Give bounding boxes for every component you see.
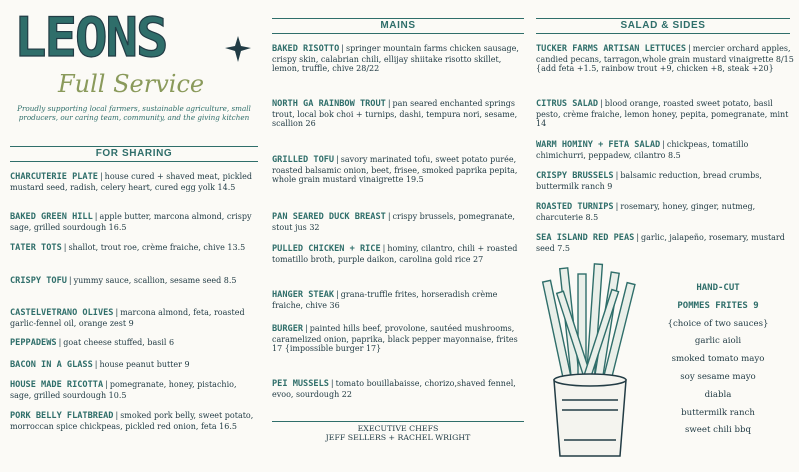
sauce-item: smoked tomato mayo xyxy=(671,354,765,365)
executive-chefs xyxy=(272,421,524,442)
section-for-sharing: FOR SHARING xyxy=(10,146,258,162)
logo-text: LEONS xyxy=(14,6,167,69)
logo-subtitle: Full Service xyxy=(58,70,205,98)
tagline: Proudly supporting local farmers, sustainable agriculture, small producers, our caring team, community, and the giving kitchen xyxy=(17,104,251,122)
brand-logo xyxy=(6,6,256,102)
menu-item: CITRUS SALAD | blood orange, roasted sweet potato, basil pesto, crème fraiche, lemon honey, pepita, pomegranate, mint 14 xyxy=(536,99,789,129)
fries-title-1: HAND-CUT xyxy=(696,283,740,293)
chefs-title: EXECUTIVE CHEFS xyxy=(357,424,439,433)
star-icon xyxy=(225,36,251,62)
menu-item: PAN SEARED DUCK BREAST | crispy brussels, pomegranate, stout jus 32 xyxy=(272,212,515,232)
fries-cup-illustration xyxy=(540,260,640,464)
menu-item: ROASTED TURNIPS | rosemary, honey, ginger, nutmeg, charcuterie 8.5 xyxy=(536,202,756,222)
fries-box xyxy=(648,280,788,440)
chefs-names: JEFF SELLERS + RACHEL WRIGHT xyxy=(325,433,471,442)
menu-item: HANGER STEAK | grana-truffle frites, horseradish crème fraiche, chive 36 xyxy=(272,290,498,310)
menu-item: CASTELVETRANO OLIVES | marcona almond, feta, roasted garlic-fennel oil, orange zest 9 xyxy=(10,308,245,328)
menu-item: GRILLED TOFU | savory marinated tofu, sweet potato purée, roasted balsamic onion, beet, frisee, smoked paprika pepita, whole grain mustard vinaigrette 19.5 xyxy=(272,155,518,185)
menu-item: HOUSE MADE RICOTTA | pomegranate, honey, pistachio, sage, grilled sourdough 10.5 xyxy=(10,380,237,400)
menu-item: PORK BELLY FLATBREAD | smoked pork belly, sweet potato, morroccan spice chickpeas, pickled red onion, feta 16.5 xyxy=(10,411,254,431)
section-salad-sides: SALAD & SIDES xyxy=(536,18,790,34)
menu-item: CRISPY BRUSSELS | balsamic reduction, bread crumbs, buttermilk ranch 9 xyxy=(536,171,762,191)
sauce-item: garlic aioli xyxy=(694,336,742,347)
menu-item: CRISPY TOFU | yummy sauce, scallion, sesame seed 8.5 xyxy=(10,276,237,286)
menu-item: CHARCUTERIE PLATE | house cured + shaved meat, pickled mustard seed, radish, celery heart, cured egg yolk 14.5 xyxy=(10,172,253,192)
fries-title-2: POMMES FRITES 9 xyxy=(677,300,759,311)
menu-item: TUCKER FARMS ARTISAN LETTUCES | mercier orchard apples, candied pecans, tarragon,whole grain mustard vinaigrette 8/15 {add feta +1.5, rainbow trout +9, chicken +8, steak +20} xyxy=(536,44,794,74)
menu-item: BURGER | painted hills beef, provolone, sautéed mushrooms, caramelized onion, paprika, black pepper mayonnaise, frites 17 {impossible burger 17} xyxy=(272,324,518,354)
menu-item: BACON IN A GLASS | house peanut butter 9 xyxy=(10,360,190,370)
menu-item: PEPPADEWS | goat cheese stuffed, basil 6 xyxy=(10,338,175,348)
sauce-item: soy sesame mayo xyxy=(680,371,756,382)
menu-item: TATER TOTS | shallot, trout roe, crème fraiche, chive 13.5 xyxy=(10,243,246,253)
menu-item: BAKED RISOTTO | springer mountain farms chicken sausage, crispy skin, calabrian chili, ellijay shiitake risotto skillet, lemon, truffle, chive 28/22 xyxy=(272,44,519,74)
menu-item: PULLED CHICKEN + RICE | hominy, cilantro, chili + roasted tomatillo broth, purple daikon, carolina gold rice 27 xyxy=(272,244,518,264)
menu-item: SEA ISLAND RED PEAS | garlic, jalapeño, rosemary, mustard seed 7.5 xyxy=(536,233,785,253)
menu-item: PEI MUSSELS | tomato bouillabaisse, chorizo,shaved fennel, evoo, sourdough 22 xyxy=(272,379,516,399)
sauce-item: diabla xyxy=(704,389,732,400)
fries-subtitle: {choice of two sauces} xyxy=(667,318,769,329)
menu-item: BAKED GREEN HILL | apple butter, marcona almond, crispy sage, grilled sourdough 16.5 xyxy=(10,212,252,232)
menu-item: NORTH GA RAINBOW TROUT | pan seared enchanted springs trout, local bok choi + turnips, dashi, tempura nori, sesame, scallion 26 xyxy=(272,99,518,129)
section-mains: MAINS xyxy=(272,18,524,34)
sauce-item: buttermilk ranch xyxy=(681,407,755,418)
sauce-item: sweet chili bbq xyxy=(685,425,751,436)
menu-item: WARM HOMINY + FETA SALAD | chickpeas, tomatillo chimichurri, peppadew, cilantro 8.5 xyxy=(536,140,749,160)
